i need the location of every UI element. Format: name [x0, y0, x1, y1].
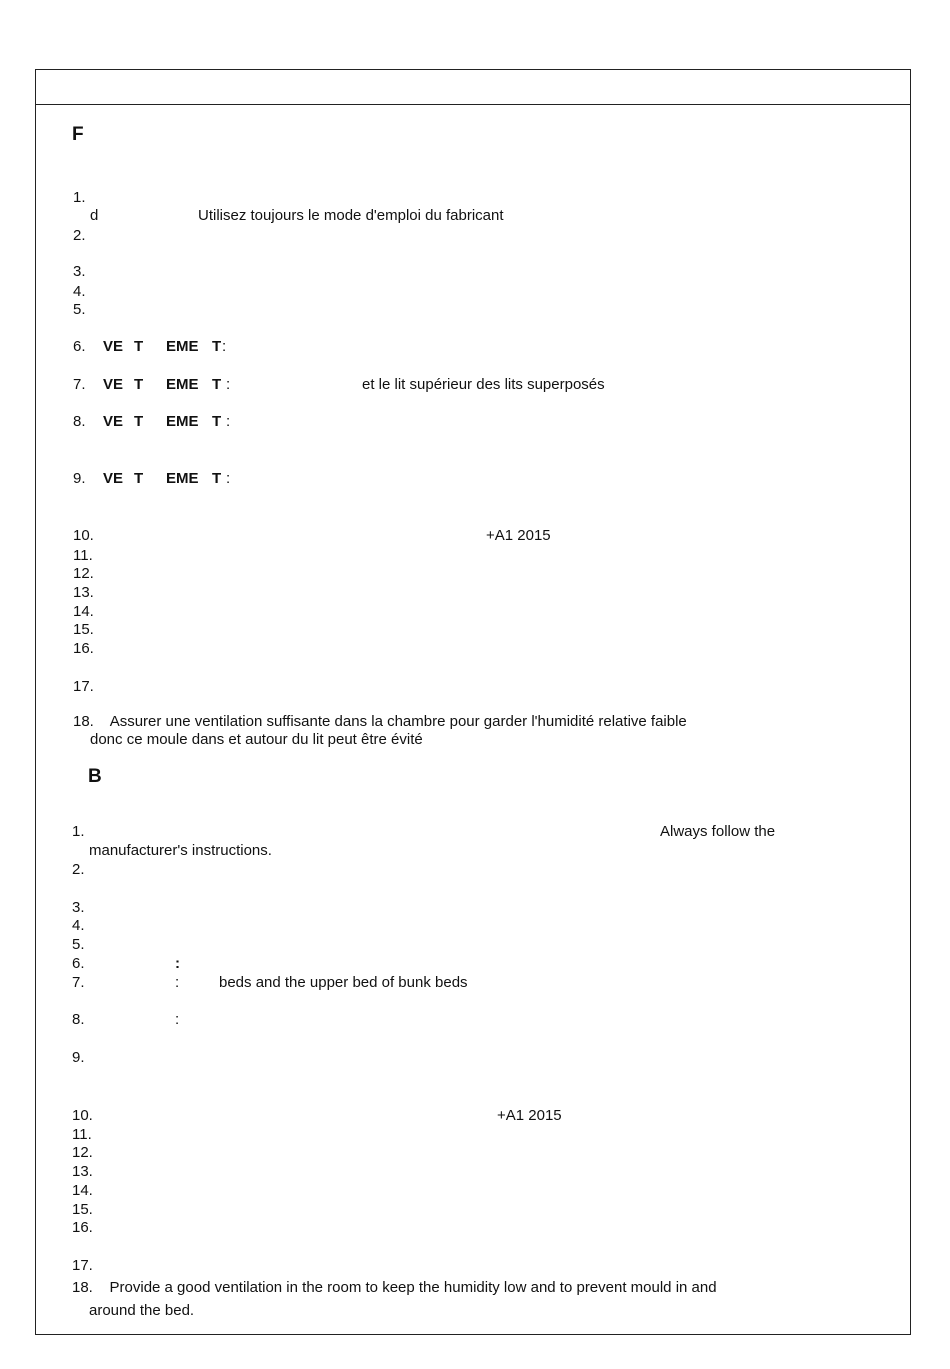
fr-item-7-text: et le lit supérieur des lits superposés [362, 376, 605, 393]
fr-item-6-number: 6. [73, 338, 86, 355]
en-item-12-number: 12. [72, 1144, 93, 1161]
en-item-10-number: 10. [72, 1107, 93, 1124]
en-item-3-number: 3. [72, 899, 85, 916]
fr-item-13-number: 13. [73, 584, 94, 601]
fr-item-4-number: 4. [73, 283, 86, 300]
section-heading-fr: F [72, 124, 84, 145]
fr-item-9-number: 9. [73, 470, 86, 487]
en-item-1-number: 1. [72, 823, 85, 840]
fr-item-8-number: 8. [73, 413, 86, 430]
en-item-5-number: 5. [72, 936, 85, 953]
fr-item-10-number: 10. [73, 527, 94, 544]
fr-item-8-t: T [134, 413, 144, 430]
fr-item-6-t: T [134, 338, 144, 355]
en-item-1-text: Always follow the [660, 823, 776, 840]
en-item-6-colon: : [175, 955, 180, 972]
en-item-7-colon: : [175, 974, 180, 991]
header-divider [35, 104, 911, 105]
section-heading-en: B [88, 766, 102, 787]
fr-item-7-ve: VE [103, 376, 124, 393]
fr-item-1-text: Utilisez toujours le mode d'emploi du fabricant [198, 207, 504, 224]
en-item-2-number: 2. [72, 861, 85, 878]
fr-item-8-t2: T [212, 413, 222, 430]
en-item-16-number: 16. [72, 1219, 93, 1236]
fr-item-9-colon: : [226, 470, 231, 487]
fr-item-1-fragment: d [90, 207, 99, 224]
en-item-1-continuation: manufacturer's instructions. [89, 842, 272, 859]
en-item-7-text: beds and the upper bed of bunk beds [219, 974, 468, 991]
fr-item-1-number: 1. [73, 189, 86, 206]
page-frame [35, 69, 911, 1335]
en-item-14-number: 14. [72, 1182, 93, 1199]
en-item-9-number: 9. [72, 1049, 85, 1066]
fr-item-7-number: 7. [73, 376, 86, 393]
fr-item-6-colon: : [222, 338, 227, 355]
fr-item-6-ve: VE [103, 338, 124, 355]
en-item-7-number: 7. [72, 974, 85, 991]
fr-item-8-eme: EME [166, 413, 199, 430]
en-item-18-continuation: around the bed. [89, 1302, 195, 1319]
fr-item-7-t: T [134, 376, 144, 393]
fr-item-6-eme: EME [166, 338, 199, 355]
fr-item-3-number: 3. [73, 263, 86, 280]
fr-item-14-number: 14. [73, 603, 94, 620]
fr-item-10-text: +A1 2015 [486, 527, 551, 544]
fr-item-17-number: 17. [73, 678, 94, 695]
en-item-8-colon: : [175, 1011, 180, 1028]
fr-item-5-number: 5. [73, 301, 86, 318]
fr-item-2-number: 2. [73, 227, 86, 244]
en-item-8-number: 8. [72, 1011, 85, 1028]
fr-item-18-continuation: donc ce moule dans et autour du lit peut être évité [90, 731, 423, 748]
en-item-17-number: 17. [72, 1257, 93, 1274]
en-item-13-number: 13. [72, 1163, 93, 1180]
en-item-4-number: 4. [72, 917, 85, 934]
fr-item-9-t: T [134, 470, 144, 487]
fr-item-12-number: 12. [73, 565, 94, 582]
fr-item-11-number: 11. [73, 547, 93, 564]
en-item-10-text: +A1 2015 [497, 1107, 562, 1124]
fr-item-9-ve: VE [103, 470, 124, 487]
fr-item-18-text: 18. Assurer une ventilation suffisante dans la chambre pour garder l'humidité relative faible [73, 713, 687, 730]
fr-item-8-ve: VE [103, 413, 124, 430]
fr-item-7-eme: EME [166, 376, 199, 393]
fr-item-16-number: 16. [73, 640, 94, 657]
fr-item-9-eme: EME [166, 470, 199, 487]
fr-item-6-t2: T [212, 338, 222, 355]
fr-item-7-colon: : [226, 376, 231, 393]
en-item-6-number: 6. [72, 955, 85, 972]
en-item-15-number: 15. [72, 1201, 93, 1218]
en-item-11-number: 11. [72, 1126, 92, 1143]
fr-item-8-colon: : [226, 413, 231, 430]
en-item-18-text: 18. Provide a good ventilation in the room to keep the humidity low and to prevent mould in and [72, 1279, 717, 1296]
fr-item-9-t2: T [212, 470, 222, 487]
fr-item-7-t2: T [212, 376, 222, 393]
fr-item-15-number: 15. [73, 621, 94, 638]
